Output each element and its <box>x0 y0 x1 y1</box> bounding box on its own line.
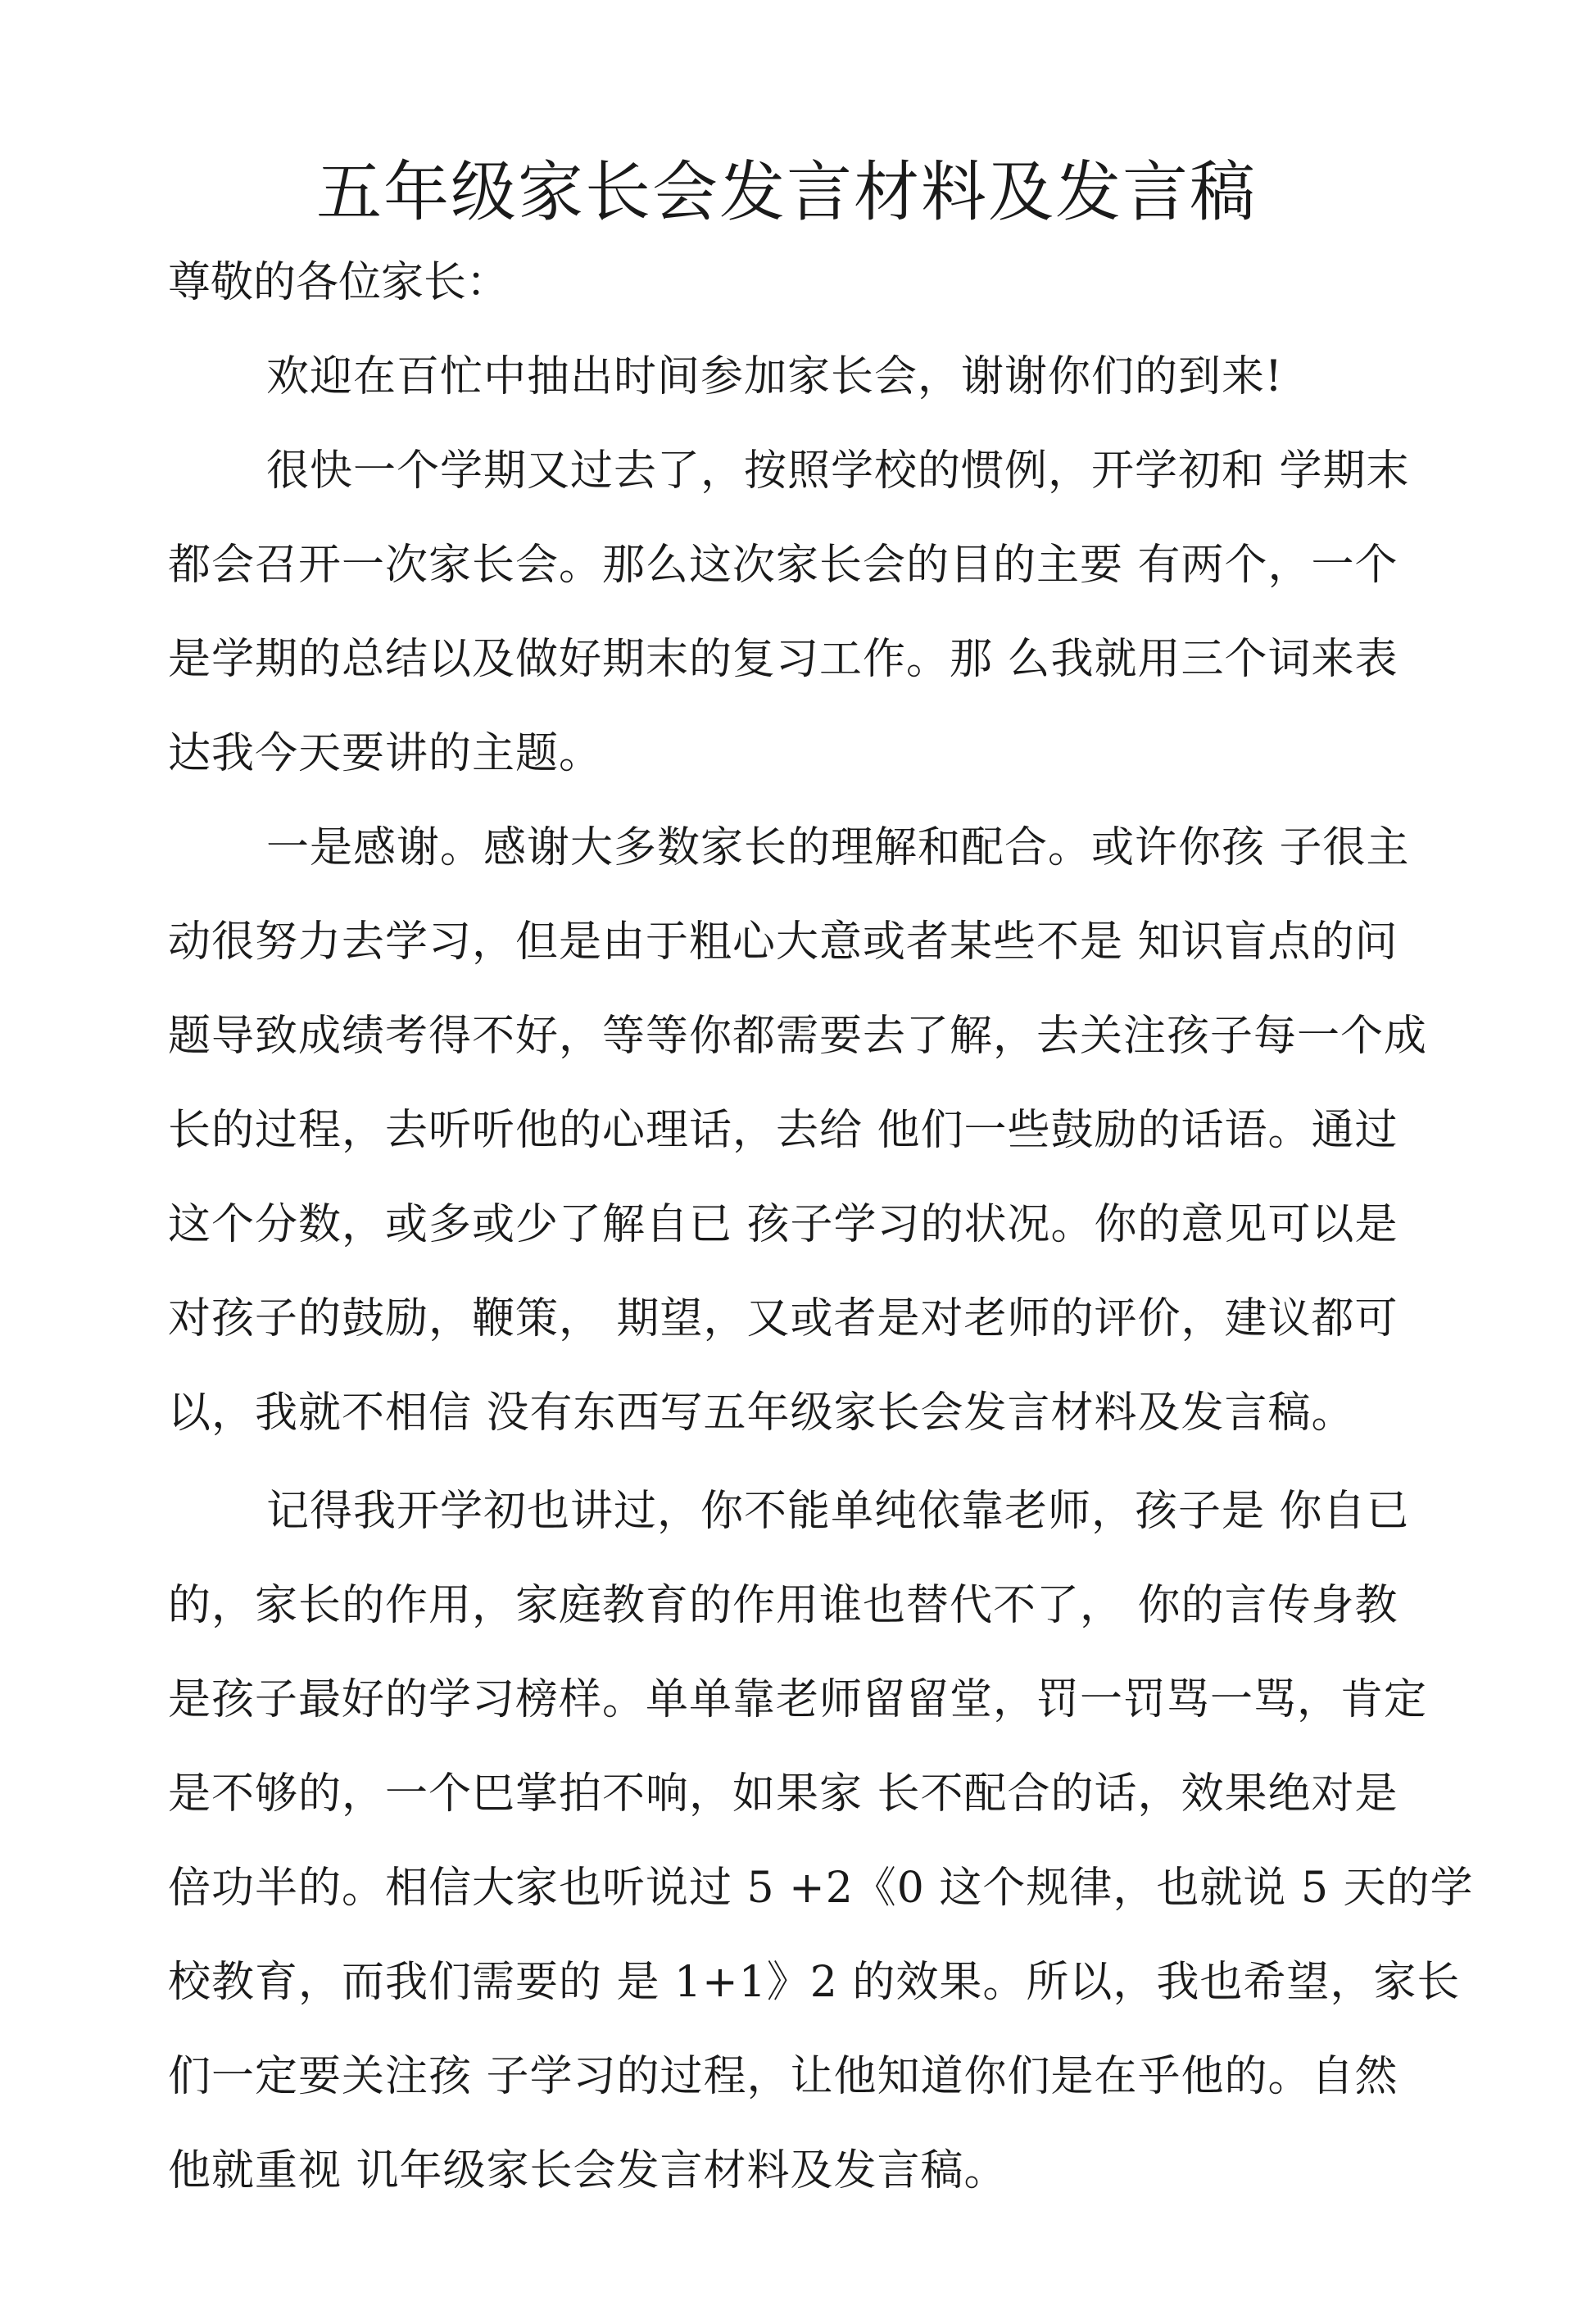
paragraph-line-9: 长的过程，去听听他的心理话，去给 他们一些鼓励的话语。通过 <box>168 1106 1398 1155</box>
paragraph-line-14: 的，家长的作用，家庭教育的作用谁也替代不了， 你的言传身教 <box>168 1581 1398 1630</box>
paragraph-line-16: 是不够的，一个巴掌拍不响，如果家 长不配合的话，效果绝对是 <box>168 1769 1398 1819</box>
paragraph-line-17: 倍功半的。相信大家也听说过 5 +2《0 这个规律，也就说 5 天的学 <box>168 1864 1474 1913</box>
paragraph-line-18: 校教育，而我们需要的 是 1+1》2 的效果。所以，我也希望，家长 <box>168 1958 1461 2007</box>
paragraph-line-4: 是学期的总结以及做好期末的复习工作。那 么我就用三个词来表 <box>168 635 1398 684</box>
paragraph-line-8: 题导致成绩考得不好，等等你都需要去了解，去关注孩子每一个成 <box>168 1012 1428 1061</box>
greeting-line: 尊敬的各位家长： <box>168 258 510 307</box>
paragraph-line-10: 这个分数，或多或少了解自已 孩子学习的状况。你的意见可以是 <box>168 1200 1398 1249</box>
paragraph-line-6: 一是感谢。感谢大多数家长的理解和配合。或许你孩 子很主 <box>266 823 1410 872</box>
paragraph-line-11: 对孩子的鼓励，鞭策， 期望，又或者是对老师的评价，建议都可 <box>168 1294 1398 1343</box>
paragraph-line-12: 以，我就不相信 没有东西写五年级家长会发言材料及发言稿。 <box>168 1389 1355 1438</box>
paragraph-line-13: 记得我开学初也讲过，你不能单纯依靠老师，孩子是 你自已 <box>266 1487 1410 1536</box>
paragraph-line-1: 欢迎在百忙中抽出时间参加家长会，谢谢你们的到来! <box>266 352 1283 401</box>
paragraph-line-2: 很快一个学期又过去了，按照学校的惯例，开学初和 学期末 <box>266 446 1410 496</box>
paragraph-line-15: 是孩子最好的学习榜样。单单靠老师留留堂，罚一罚骂一骂，肯定 <box>168 1675 1428 1724</box>
paragraph-line-19: 们一定要关注孩 子学习的过程，让他知道你们是在乎他的。自然 <box>168 2052 1398 2101</box>
paragraph-line-5: 达我今天要讲的主题。 <box>168 729 603 778</box>
paragraph-line-20: 他就重视 讥年级家长会发言材料及发言稿。 <box>168 2146 1008 2195</box>
document-title: 五年级家长会发言材料及发言稿 <box>316 154 1257 230</box>
paragraph-line-7: 动很努力去学习，但是由于粗心大意或者某些不是 知识盲点的问 <box>168 917 1398 967</box>
paragraph-line-3: 都会召开一次家长会。那么这次家长会的目的主要 有两个，一个 <box>168 541 1398 590</box>
